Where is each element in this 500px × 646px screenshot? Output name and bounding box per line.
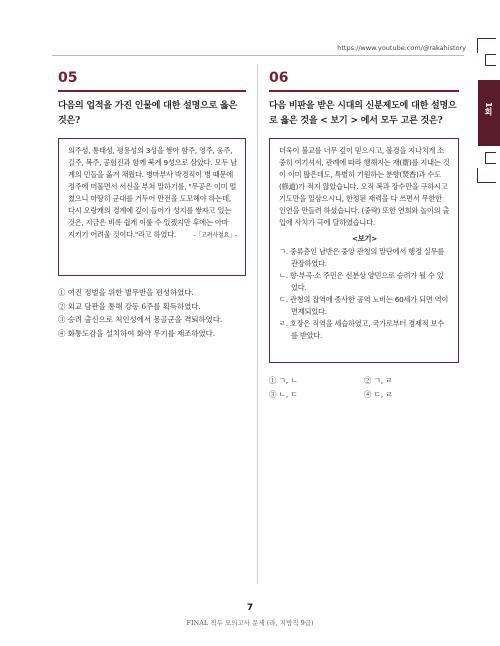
bogi-item: ㄴ. 향·부곡·소 주민은 신분상 양민으로 승려가 될 수 있었다. — [279, 271, 444, 292]
passage-box — [58, 138, 246, 276]
passage-source: -「고려사절요」- — [193, 232, 237, 239]
choice-2[interactable]: ② ㄱ, ㄹ — [364, 376, 393, 385]
bogi-title: <보기> — [351, 234, 378, 243]
answer-choices — [269, 374, 459, 401]
column-divider — [257, 64, 258, 584]
footer-text: FINAL 직두 모의고사 문제 (라, 지방직 9급) — [186, 619, 314, 627]
passage-text: 더욱이 불교를 너무 깊이 믿으시고, 불경을 지나치게 소중히 여기셔서, 관례에 따라 행해지는 재(齋)를 지내는 것이 이미 많은데도, 특별히 기원하는 분향(焚香)과 수도(修道)가 적지 않았습니다. 오직 복과 장수만을 구하시고 기도만을 일삼으시니, 한정된 재력을 다 쓰면서 무한한 인연을 만들려 하셨습니다. (중략) 또한 연희와 놀이의 출입에 사치가 극에 달하였습니다. — [279, 146, 450, 227]
choice-1[interactable]: ① ㄱ, ㄴ — [269, 376, 298, 385]
choice-4[interactable]: ④ ㄷ, ㄹ — [364, 389, 393, 399]
choice-3[interactable]: ③ 승려 출신으로 처인성에서 몽골군을 격퇴하였다. — [58, 315, 223, 324]
answer-choices — [58, 286, 246, 340]
question-prompt: 다음의 업적을 가진 인물에 대한 설명으로 옳은 것은? — [58, 101, 237, 126]
choice-4[interactable]: ④ 화통도감을 설치하여 화약 무기를 제조하였다. — [58, 328, 216, 338]
choice-2[interactable]: ② 외교 담판을 통해 강동 6주를 획득하였다. — [58, 301, 201, 311]
choice-3[interactable]: ③ ㄴ, ㄷ — [269, 389, 298, 399]
bogi-item: ㄷ. 관청의 잡역에 종사한 공역 노비는 60세가 되면 역이 면제되었다. — [279, 295, 449, 316]
question-prompt: 다음 비판을 받은 시대의 신분제도에 대한 설명으로 옳은 것을 < 보기 > 에서 모두 고른 것은? — [269, 101, 457, 126]
question-number: 05 — [58, 70, 78, 86]
question-number: 06 — [269, 70, 289, 86]
passage-box — [269, 138, 459, 363]
side-tab — [470, 38, 500, 188]
question-rule — [269, 90, 459, 92]
side-tab-label: 1회 — [484, 102, 493, 116]
header-rule — [52, 55, 464, 56]
question-6 — [269, 70, 459, 401]
choice-1[interactable]: ① 여진 정벌을 위한 별무반을 편성하였다. — [58, 288, 194, 297]
bogi-item: ㄱ. 중류층인 남반은 중앙 관청의 말단에서 행정 실무를 관장하였다. — [279, 247, 445, 268]
question-5 — [58, 70, 246, 340]
question-rule — [58, 90, 246, 92]
channel-url: https://www.youtube.com/@rakahistory — [337, 44, 466, 52]
bogi-item: ㄹ. 호장은 직역을 세습하였고, 국가로부터 경제적 보수를 받았다. — [279, 319, 445, 340]
page-number: 7 — [246, 603, 254, 613]
passage-text: 의주성, 통태성, 평용성의 3성을 쌓아 함주, 영주, 웅주, 길주, 복주, 공험진과 함께 북계 9성으로 삼았다. 모두 남계의 민들을 옮겨 채웠다. 병마부사 박경직이 병 때문에 정주에 머물면서 서신을 부쳐 말하기를, "무공은 이미 떨쳤으니 마땅히 군대를 거두어 만전을 도모해야 하는데, 다시 오랑캐의 경계에 깊이 들어가 성지를 쌓자고 있는 것은, 지금은 비록 쉽게 이룰 수 있겠지만 후에는 아마 지키기 어려울 것이다."라고 하였다. — [68, 146, 237, 239]
